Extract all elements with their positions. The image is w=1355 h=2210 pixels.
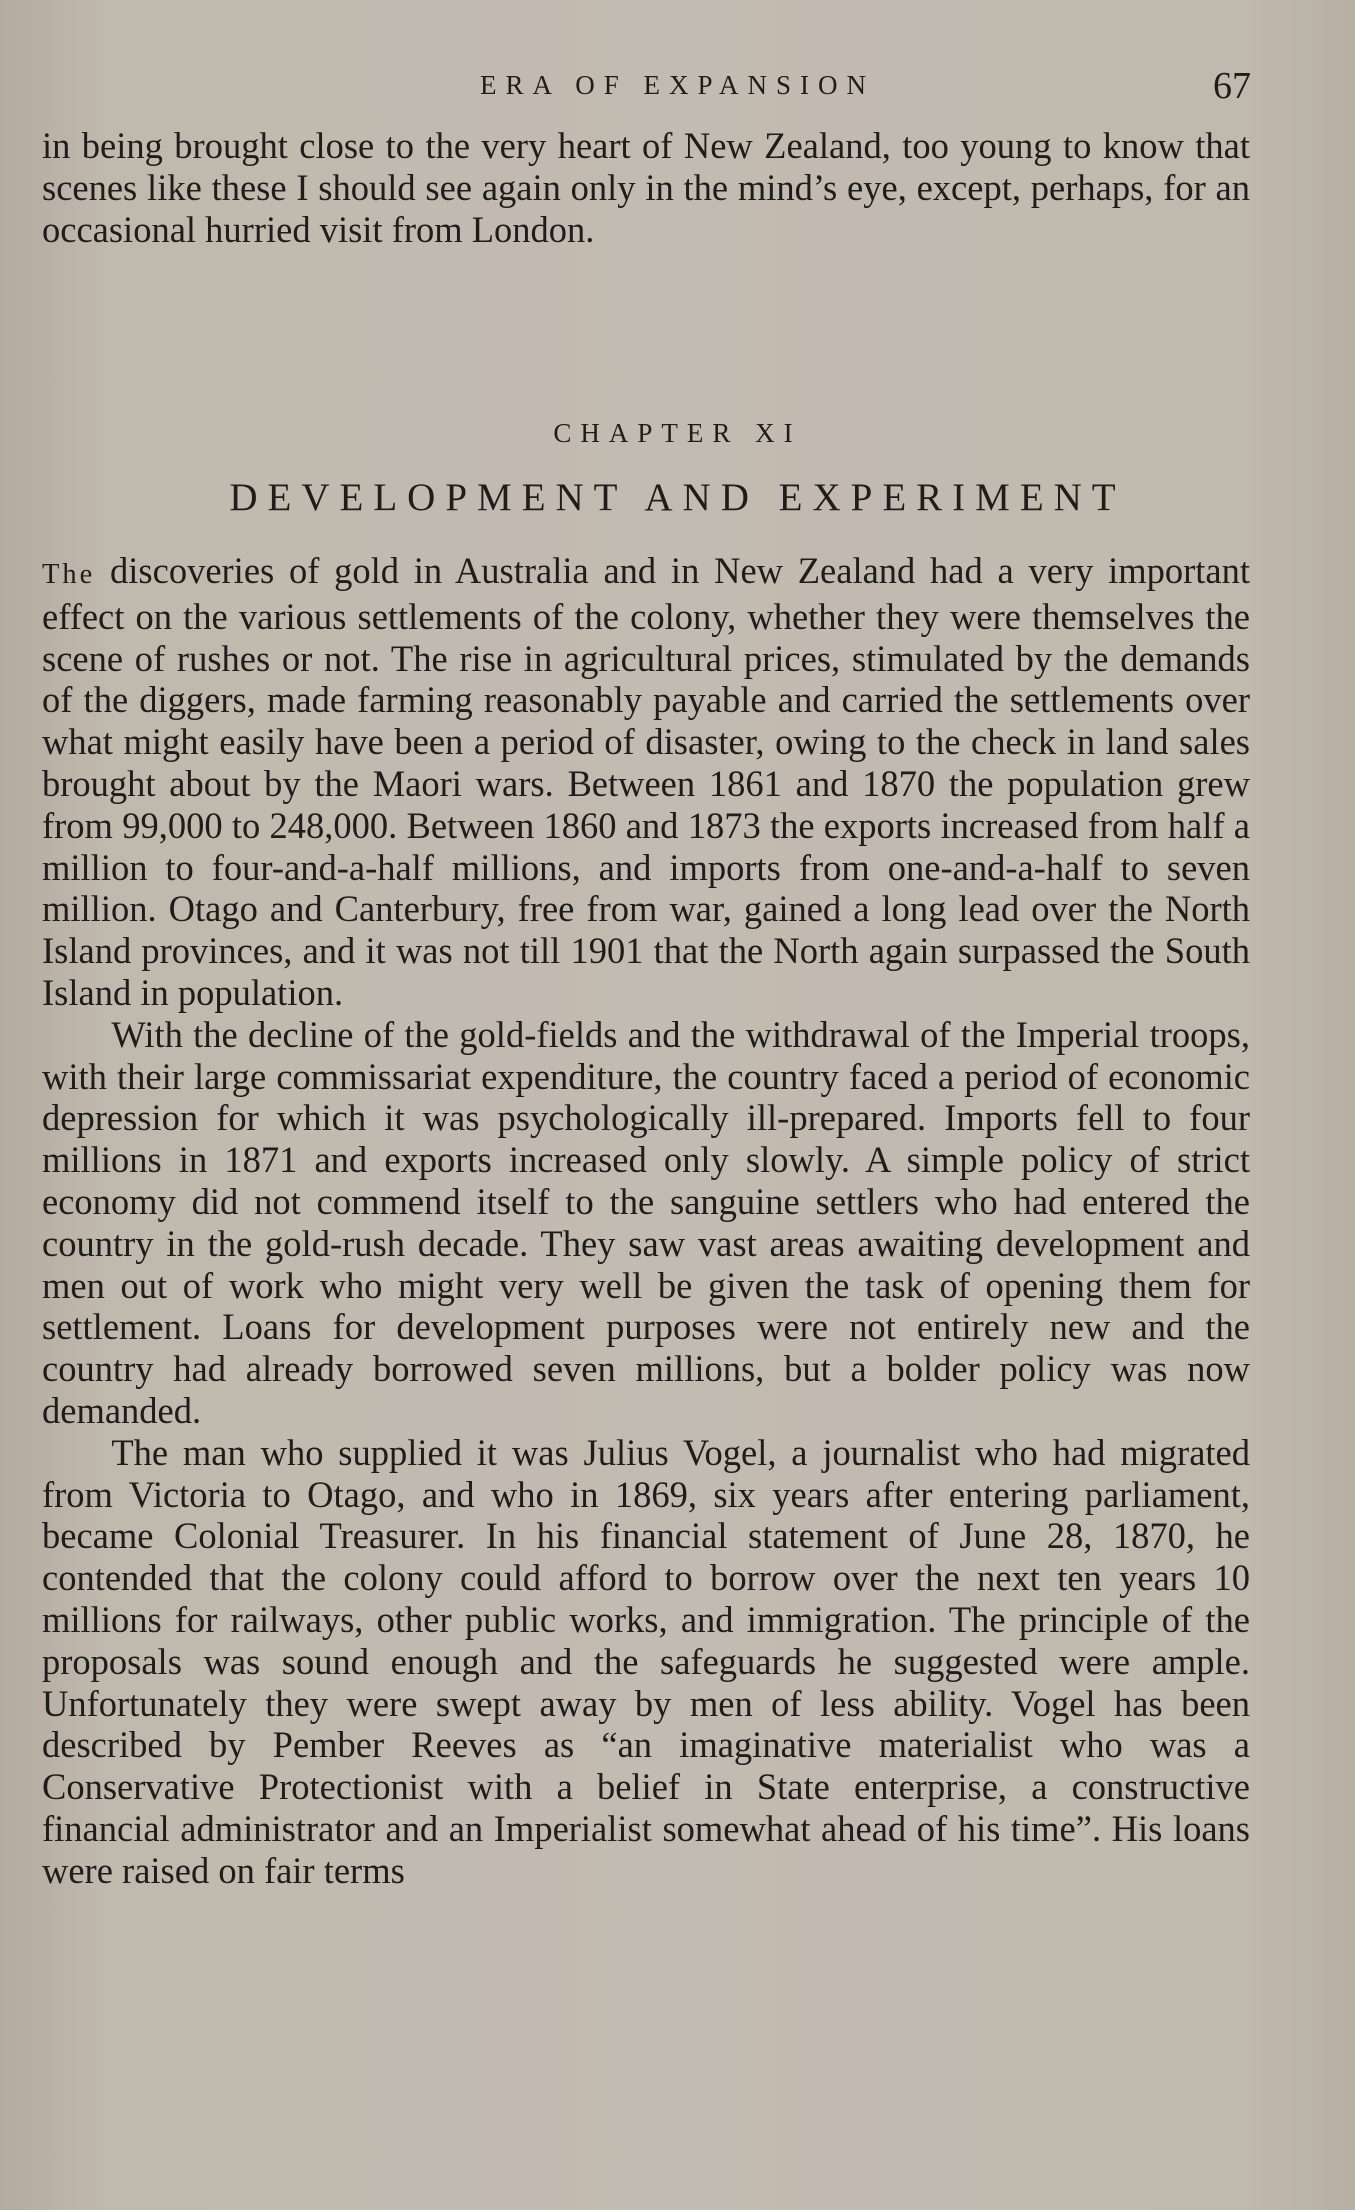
chapter-label: CHAPTER XI — [553, 418, 802, 448]
continuation-paragraph: in being brought close to the very heart of New Zealand, too young to know that scenes like these I should see again only in the mind’s eye, except, perhaps, for an occasional hurried visit from London. — [42, 125, 1250, 250]
opening-word: The — [42, 559, 96, 590]
body-paragraph-2: With the decline of the gold-fields and the withdrawal of the Imperial troops, with their large commissariat expenditure, the country faced a period of economic depression for which it was psychologically ill-prepared. Imports fell to four millions in 1871 and exports increased only slowly. A simple policy of strict economy did not commend itself to the sanguine settlers who had entered the country in the gold-rush decade. They saw vast areas awaiting development and men out of work who might very well be given the task of opening them for settlement. Loans for development purposes were not entirely new and the country had already borrowed seven millions, but a bolder policy was now demanded. — [42, 1013, 1250, 1431]
continuation-text — [42, 125, 1250, 250]
body-paragraph-1 — [42, 550, 1250, 1014]
chapter-title: DEVELOPMENT AND EXPERIMENT — [229, 476, 1126, 519]
chapter-body — [42, 550, 1250, 1892]
running-head — [0, 66, 1355, 106]
body-paragraph-3: The man who supplied it was Julius Vogel, a journalist who had migrated from Victoria to Otago, and who in 1869, six years after entering parliament, became Colonial Treasurer. In his financial statement of June 28, 1870, he contended that the colony could afford to borrow over the next ten years 10 millions for railways, other public works, and immigration. The principle of the proposals was sound enough and the safeguards he suggested were ample. Unfortunately they were swept away by men of less ability. Vogel has been described by Pember Reeves as “an imaginative materialist who was a Conservative Protectionist with a belief in State enterprise, a constructive financial administrator and an Imperialist somewhat ahead of his time”. His loans were raised on fair terms — [42, 1431, 1250, 1891]
page-number: 67 — [1213, 65, 1251, 107]
paragraph-1-text: discoveries of gold in Australia and in New Zealand had a very important effect on the various settlements of the colony, whether they were themselves the scene of rushes or not. The rise in agricultural prices, stimulated by the demands of the diggers, made farming reasonably payable and carried the settlements over what might easily have been a period of disaster, owing to the check in land sales brought about by the Maori wars. Between 1861 and 1870 the population grew from 99,000 to 248,000. Between 1860 and 1873 the exports increased from half a million to four-and-a-half millions, and imports from one-and-a-half to seven million. Otago and Canterbury, free from war, gained a long lead over the North Island provinces, and it was not till 1901 that the North again surpassed the South Island in population. — [42, 550, 1251, 1013]
running-title: ERA OF EXPANSION — [479, 70, 876, 100]
